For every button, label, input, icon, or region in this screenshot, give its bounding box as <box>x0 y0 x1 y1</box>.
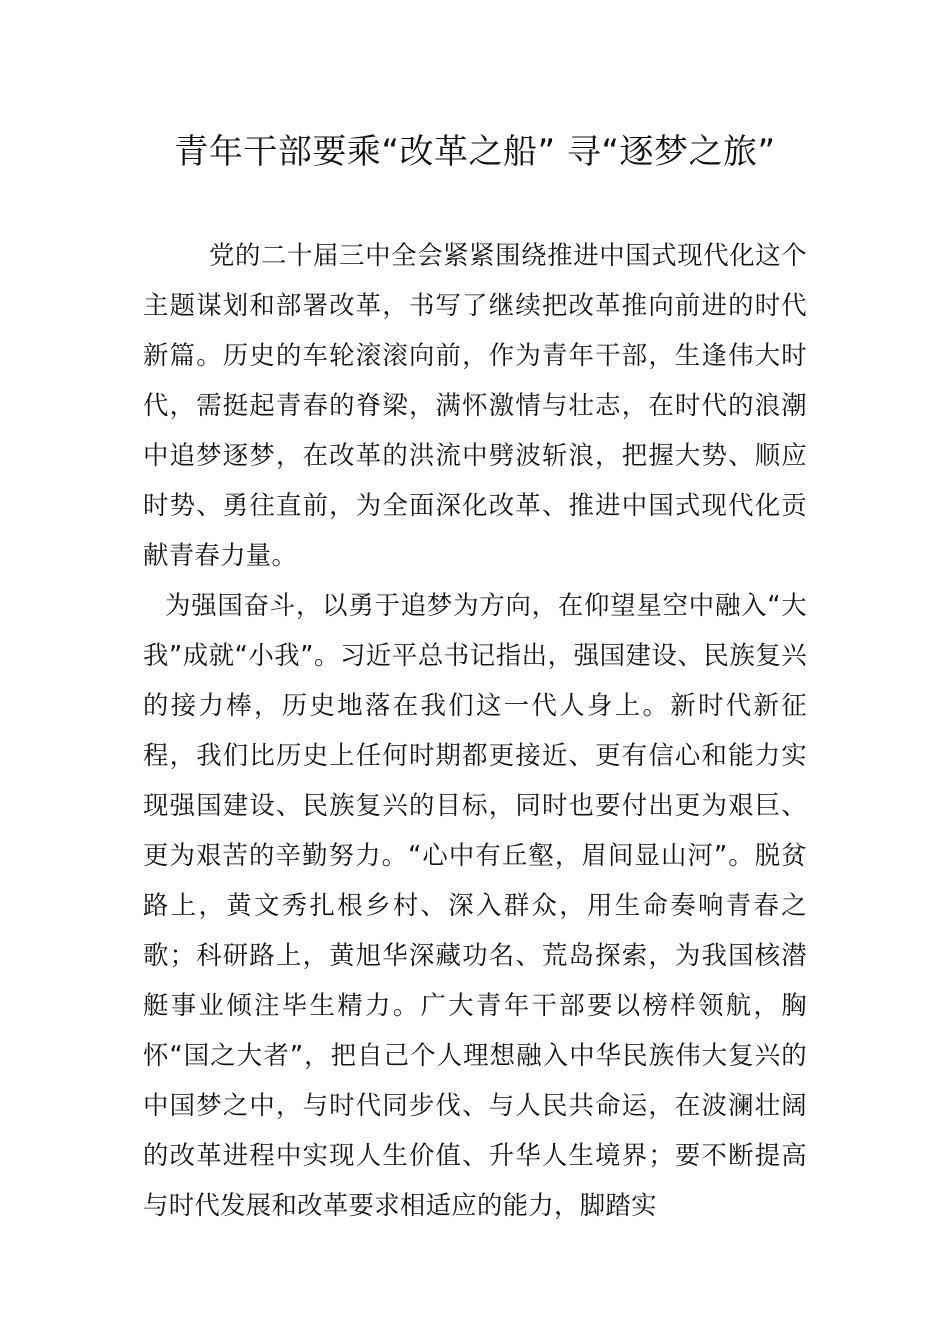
document-title: 青年干部要乘“改革之船” 寻“逐梦之旅” <box>174 132 776 172</box>
document-body <box>143 230 807 1230</box>
paragraph-2: 为强国奋斗，以勇于追梦为方向，在仰望星空中融入“大我”成就“小我”。习近平总书记指出，强国建设、民族复兴的接力棒，历史地落在我们这一代人身上。新时代新征程，我们比历史上任何时期都更接近、更有信心和能力实现强国建设、民族复兴的目标，同时也要付出更为艰巨、更为艰苦的辛勤努力。“心中有丘壑，眉间显山河”。脱贫路上，黄文秀扎根乡村、深入群众，用生命奏响青春之歌；科研路上，黄旭华深藏功名、荒岛探索，为我国核潜艇事业倾注毕生精力。广大青年干部要以榜样领航，胸怀“国之大者”，把自己个人理想融入中华民族伟大复兴的中国梦之中，与时代同步伐、与人民共命运，在波澜壮阔的改革进程中实现人生价值、升华人生境界；要不断提高与时代发展和改革要求相适应的能力，脚踏实 <box>143 590 807 1220</box>
paragraph-1: 党的二十届三中全会紧紧围绕推进中国式现代化这个主题谋划和部署改革，书写了继续把改革推向前进的时代新篇。历史的车轮滚滚向前，作为青年干部，生逢伟大时代，需挺起青春的脊梁，满怀激情与壮志，在时代的浪潮中追梦逐梦，在改革的洪流中劈波斩浪，把握大势、顺应时势、勇往直前，为全面深化改革、推进中国式现代化贡献青春力量。 <box>143 240 807 570</box>
